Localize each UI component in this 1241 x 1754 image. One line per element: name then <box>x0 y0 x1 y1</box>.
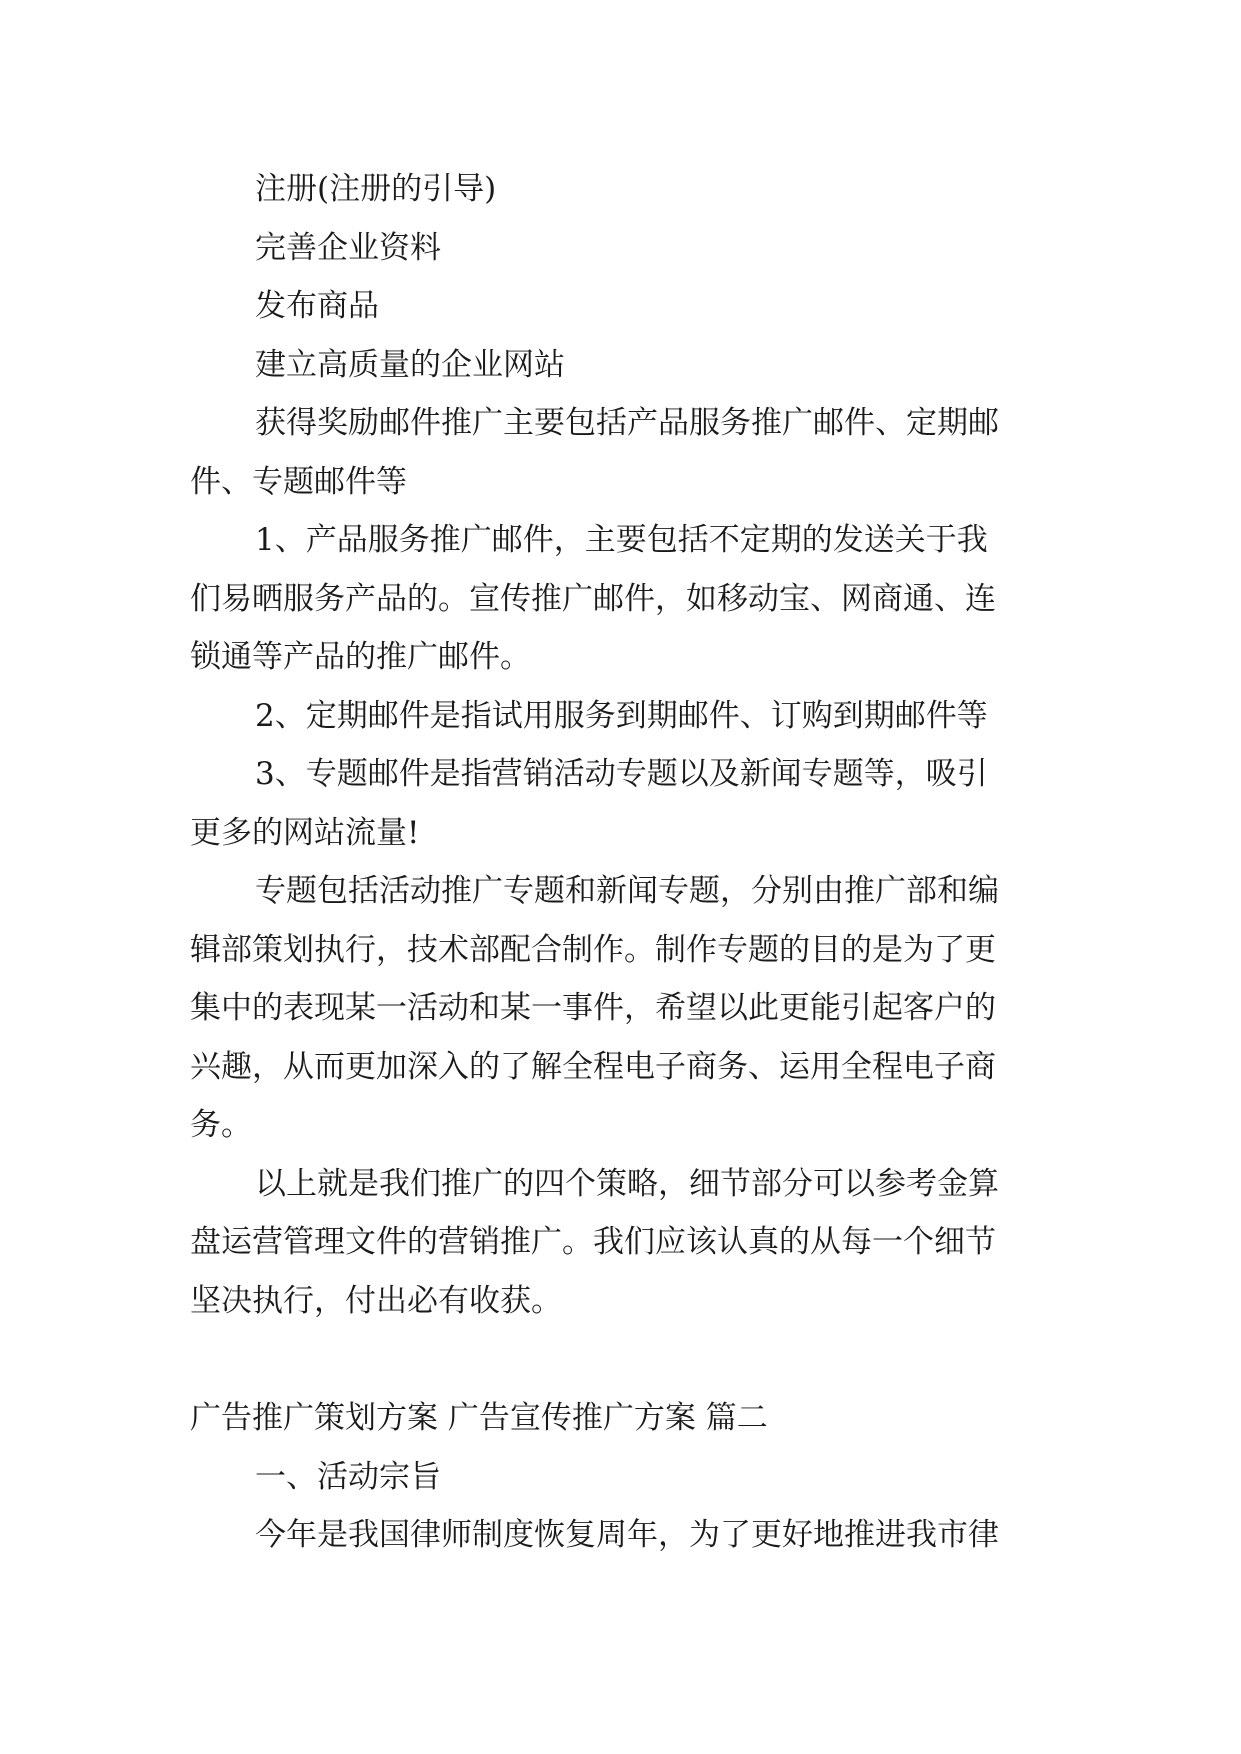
paragraph-topics-line-4: 兴趣，从而更加深入的了解全程电子商务、运用全程电子商 <box>190 1048 996 1085</box>
paragraph-summary-line-2: 盘运营管理文件的营销推广。我们应该认真的从每一个细节 <box>190 1224 996 1260</box>
paragraph-summary-line-1: 以上就是我们推广的四个策略，细节部分可以参考金算 <box>255 1165 999 1202</box>
paragraph-item1-line-2: 们易晒服务产品的。宣传推广邮件，如移动宝、网商通、连 <box>190 580 996 617</box>
text-line-3: 发布商品 <box>255 288 379 324</box>
paragraph-purpose-line-1: 今年是我国律师制度恢复周年，为了更好地推进我市律 <box>255 1517 999 1553</box>
paragraph-summary-line-3: 坚决执行，付出必有收获。 <box>190 1282 562 1319</box>
paragraph-item3-line-2: 更多的网站流量! <box>190 814 420 851</box>
text-line-1: 注册(注册的引导) <box>255 171 497 207</box>
paragraph-topics-line-2: 辑部策划执行，技术部配合制作。制作专题的目的是为了更 <box>190 931 996 968</box>
paragraph-item3-line-1: 3、专题邮件是指营销活动专题以及新闻专题等，吸引 <box>255 756 988 792</box>
text-line-2: 完善企业资料 <box>255 229 441 266</box>
paragraph-item2-line-1: 2、定期邮件是指试用服务到期邮件、订购到期邮件等 <box>255 697 988 734</box>
document-page <box>190 160 1050 1565</box>
subsection-heading: 一、活动宗旨 <box>255 1458 441 1495</box>
paragraph-email-promo-line-1: 获得奖励邮件推广主要包括产品服务推广邮件、定期邮 <box>255 405 999 441</box>
paragraph-topics-line-1: 专题包括活动推广专题和新闻专题，分别由推广部和编 <box>255 873 999 909</box>
paragraph-email-promo-line-2: 件、专题邮件等 <box>190 463 407 500</box>
paragraph-item1-line-1: 1、产品服务推广邮件，主要包括不定期的发送关于我 <box>255 522 988 558</box>
section-heading: 广告推广策划方案 广告宣传推广方案 篇二 <box>190 1400 768 1436</box>
paragraph-topics-line-5: 务。 <box>190 1107 252 1143</box>
paragraph-topics-line-3: 集中的表现某一活动和某一事件，希望以此更能引起客户的 <box>190 990 996 1026</box>
paragraph-item1-line-3: 锁通等产品的推广邮件。 <box>190 639 531 675</box>
text-line-4: 建立高质量的企业网站 <box>255 346 565 383</box>
